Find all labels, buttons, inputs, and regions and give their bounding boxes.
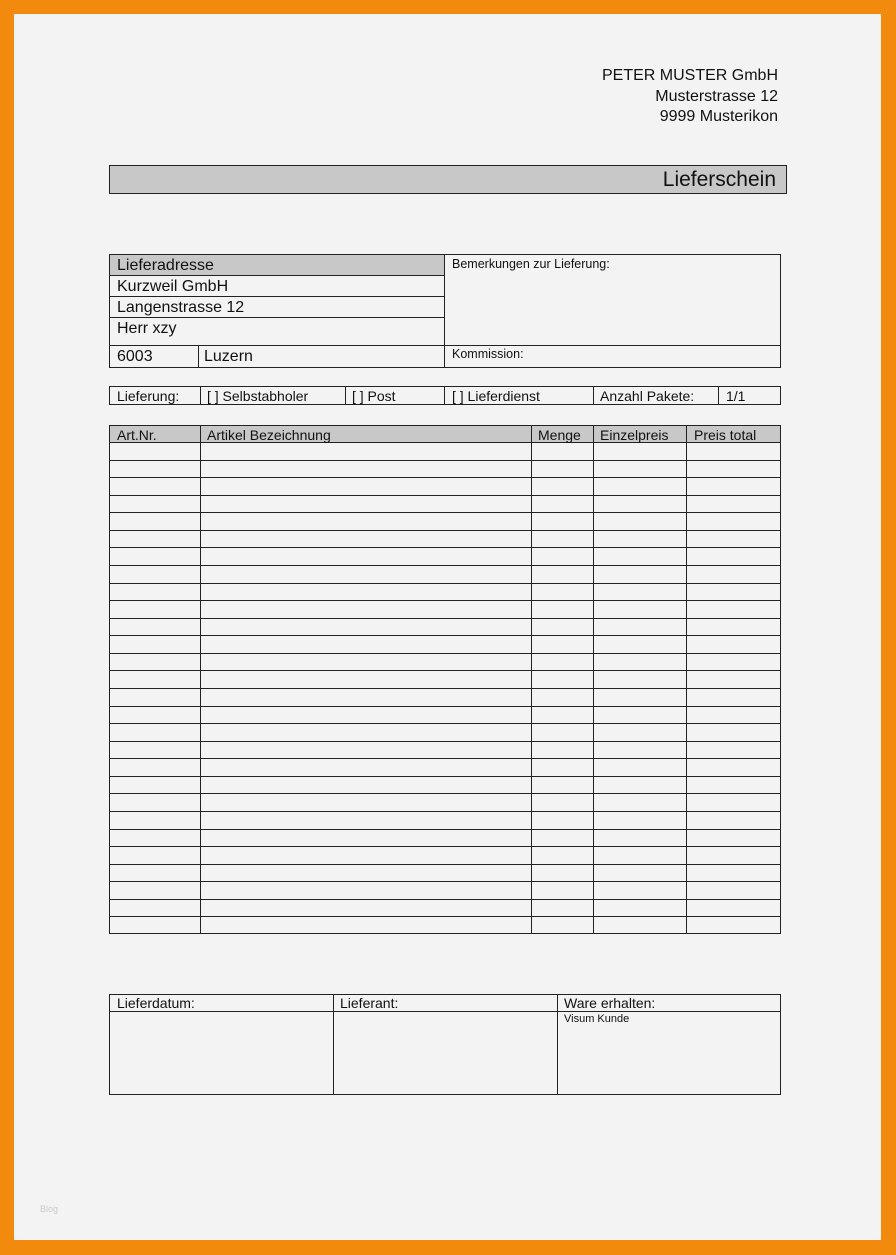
- table-header-description: Artikel Bezeichnung: [207, 427, 331, 443]
- address-city: Luzern: [204, 348, 253, 365]
- document-title: Lieferschein: [662, 168, 776, 191]
- address-company: Kurzweil GmbH: [117, 278, 229, 295]
- packages-value: 1/1: [726, 388, 746, 404]
- address-header: Lieferadresse: [117, 257, 214, 274]
- table-header-artnr: Art.Nr.: [117, 427, 157, 443]
- watermark: Blog: [40, 1204, 59, 1214]
- packages-label: Anzahl Pakete:: [600, 388, 695, 404]
- table-row: [109, 547, 781, 548]
- table-row: [109, 653, 781, 654]
- delivery-option-service: [ ] Lieferdienst: [452, 388, 540, 404]
- address-contact: Herr xzy: [117, 320, 177, 337]
- commission-label: Kommission:: [452, 347, 524, 361]
- address-street: Langenstrasse 12: [117, 299, 245, 316]
- table-row: [109, 916, 781, 917]
- footer-block: [109, 994, 781, 1095]
- table-row: [109, 618, 781, 619]
- address-zip: 6003: [117, 348, 153, 365]
- document-page: [14, 14, 881, 1240]
- table-row: [109, 495, 781, 496]
- delivery-option-post: [ ] Post: [352, 388, 396, 404]
- delivery-date-label: Lieferdatum:: [117, 995, 195, 1011]
- remarks-label: Bemerkungen zur Lieferung:: [452, 257, 610, 271]
- table-row: [109, 583, 781, 584]
- table-row: [109, 530, 781, 531]
- table-row: [109, 846, 781, 847]
- sender-company: PETER MUSTER GmbH: [601, 67, 778, 84]
- table-header-unit-price: Einzelpreis: [600, 427, 669, 443]
- table-row: [109, 881, 781, 882]
- table-row: [109, 512, 781, 513]
- table-row: [109, 776, 781, 777]
- items-table: [109, 425, 781, 934]
- table-row: [109, 670, 781, 671]
- table-row: [109, 793, 781, 794]
- table-row: [109, 864, 781, 865]
- title-bar: [109, 165, 787, 194]
- table-row: [109, 899, 781, 900]
- customer-signature-label: Visum Kunde: [564, 1013, 630, 1025]
- table-row: [109, 741, 781, 742]
- table-row: [109, 460, 781, 461]
- table-row: [109, 635, 781, 636]
- table-row: [109, 477, 781, 478]
- table-row: [109, 600, 781, 601]
- table-header-total-price: Preis total: [694, 427, 757, 443]
- sender-street: Musterstrasse 12: [655, 87, 778, 105]
- table-row: [109, 723, 781, 724]
- received-label: Ware erhalten:: [564, 995, 656, 1011]
- table-row: [109, 706, 781, 707]
- table-row: [109, 688, 781, 689]
- sender-address: [484, 66, 778, 128]
- table-row: [109, 811, 781, 812]
- table-row: [109, 758, 781, 759]
- supplier-label: Lieferant:: [340, 995, 399, 1011]
- delivery-option-pickup: [ ] Selbstabholer: [207, 388, 309, 404]
- table-row: [109, 829, 781, 830]
- sender-city: 9999 Musterikon: [659, 108, 778, 125]
- table-header-quantity: Menge: [538, 427, 581, 443]
- delivery-label: Lieferung:: [117, 388, 180, 404]
- table-row: [109, 565, 781, 566]
